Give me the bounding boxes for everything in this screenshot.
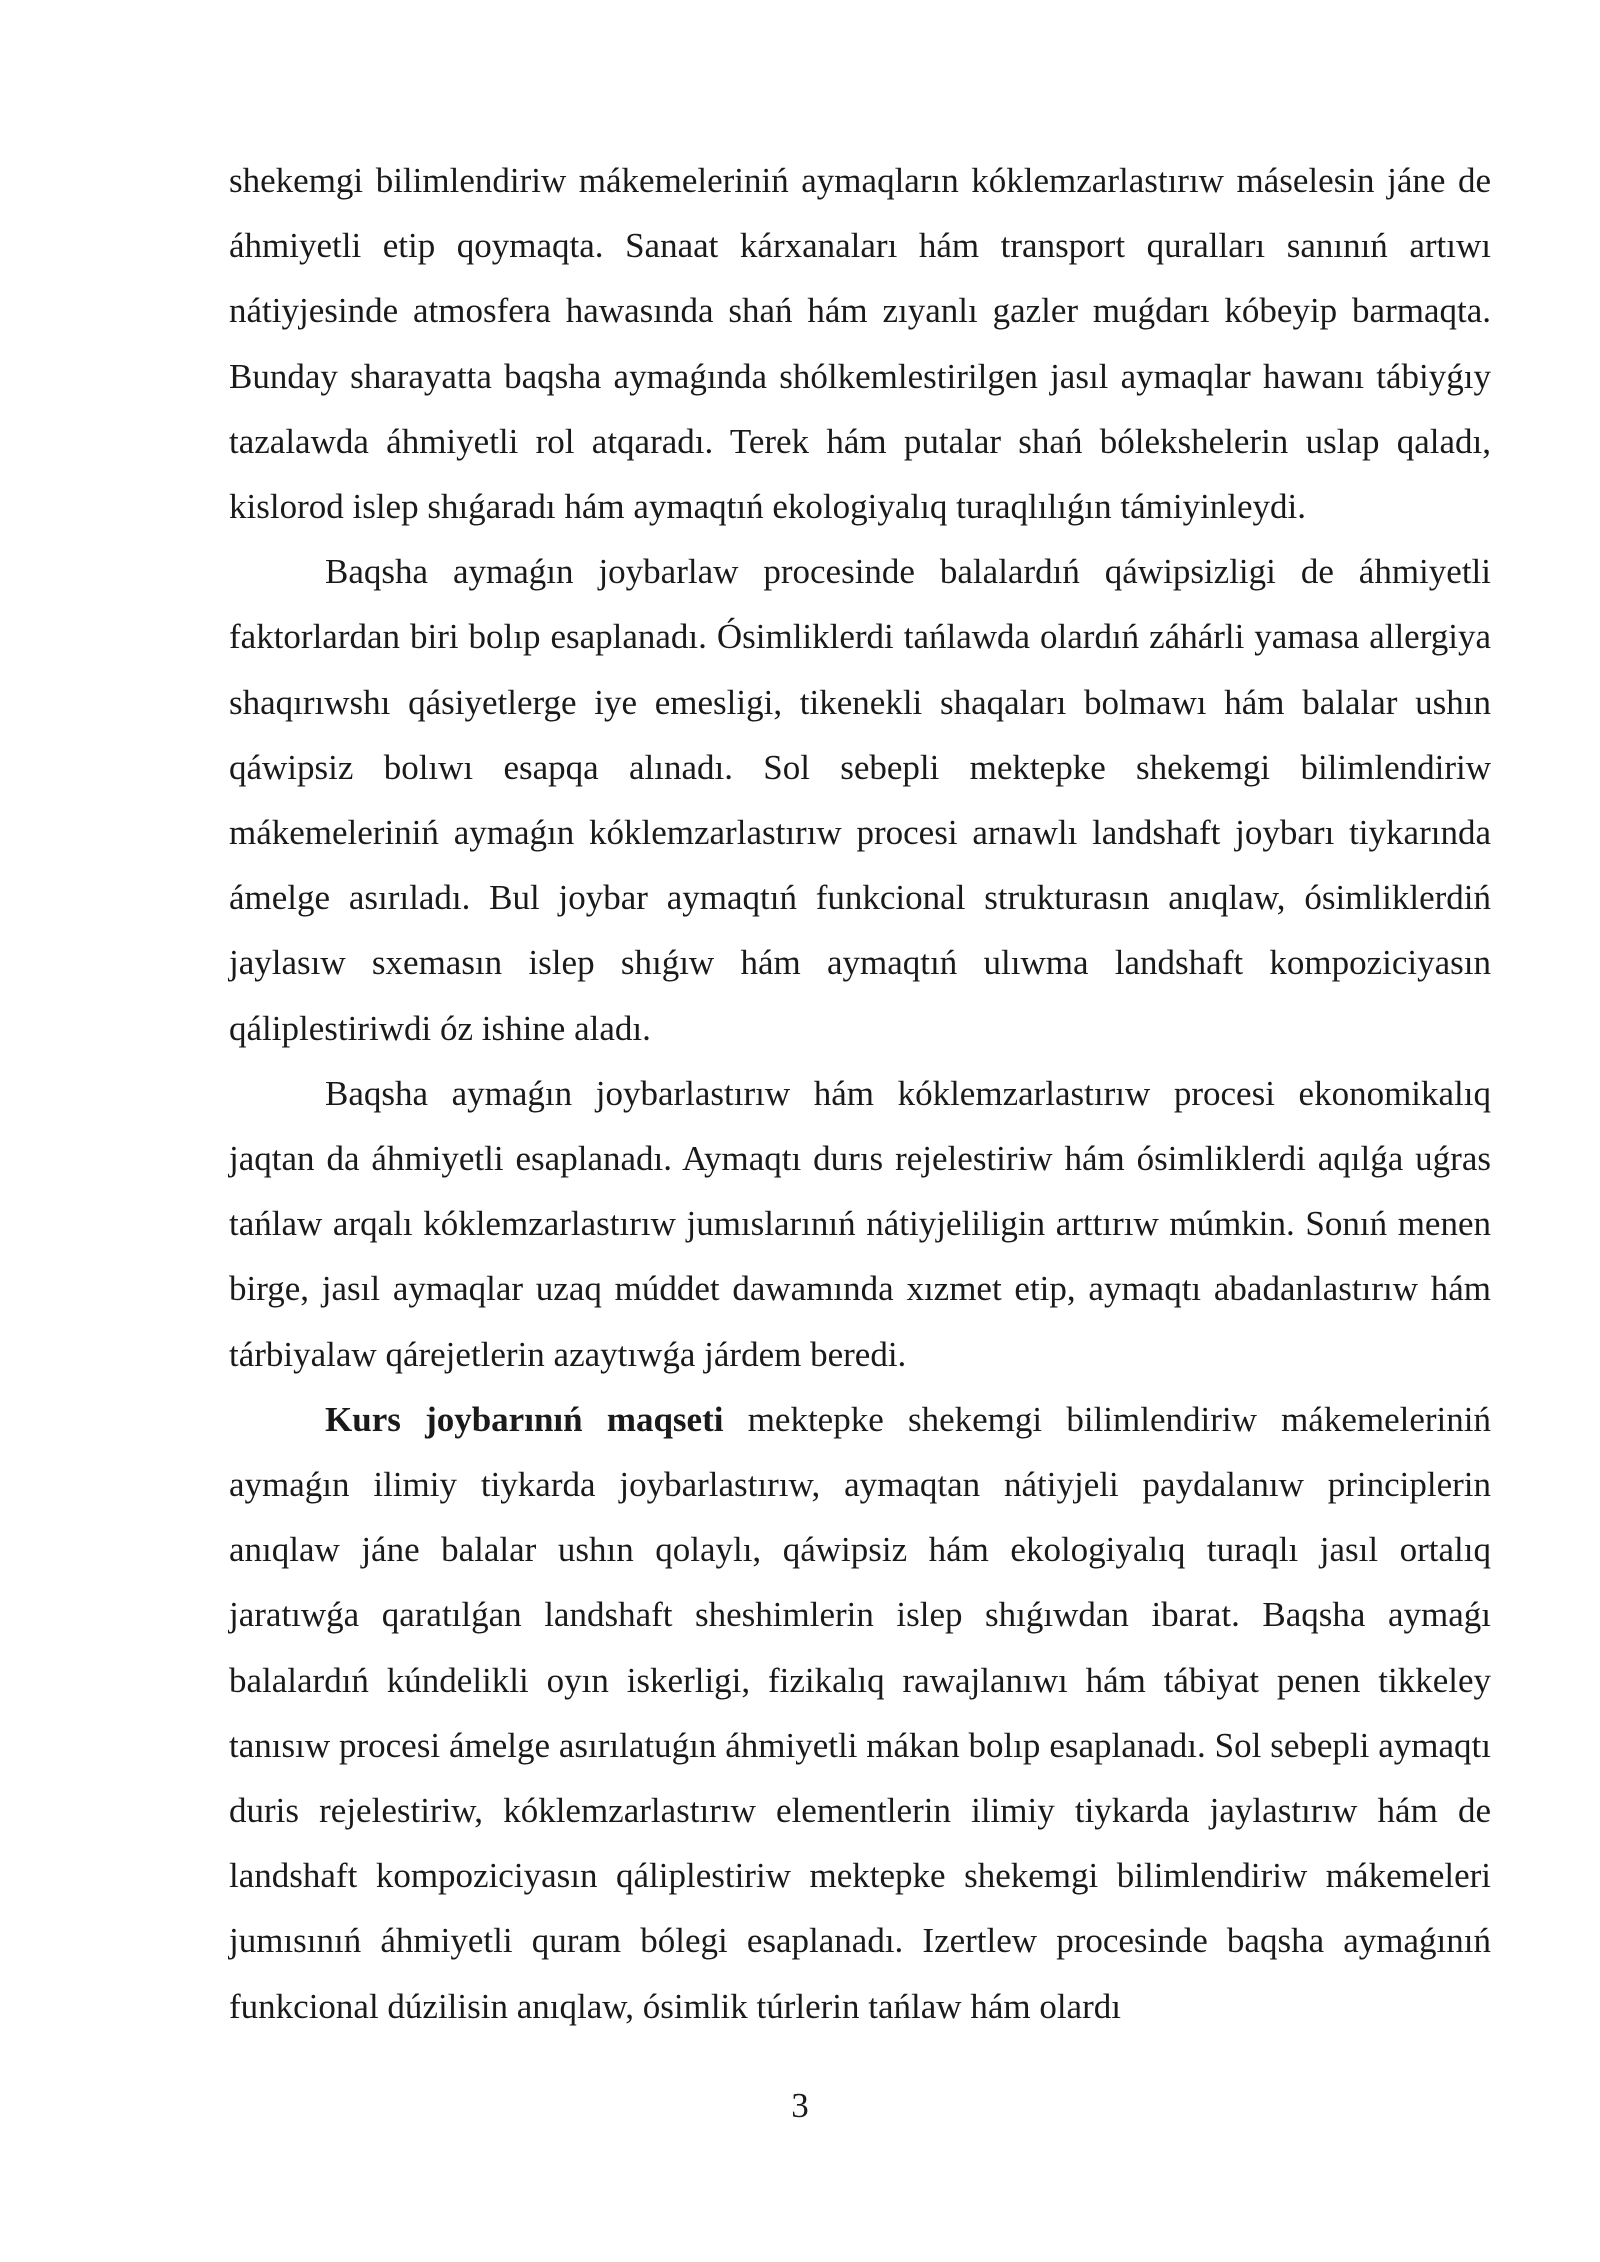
paragraph-4 (229, 1387, 1491, 2039)
paragraph-1-text: shekemgi bilimlendiriw mákemeleriniń aymaqların kóklemzarlastırıw máselesin jáne de áhmiyetli etip qoymaqta. Sanaat kárxanaları hám transport quralları sanınıń artıwı nátiyjesinde atmosfera hawasında shań hám zıyanlı gazler muǵdarı kóbeyip barmaqta. Bunday sharayatta baqsha aymaǵında shólkemlestirilgen jasıl aymaqlar hawanı tábiyǵıy tazalawda áhmiyetli rol atqaradı. Terek hám putalar shań bólekshelerin uslap qaladı, kislorod islep shıǵaradı hám aymaqtıń ekologiyalıq turaqlılıǵın támiyinleydi. (229, 161, 1491, 527)
paragraph-4-bold-lead: Kurs joybarınıń maqseti (325, 1399, 724, 1439)
paragraph-4-text: mektepke shekemgi bilimlendiriw mákemeleriniń aymaǵın ilimiy tiykarda joybarlastırıw, aymaqtan nátiyjeli paydalanıw principlerin anıqlaw jáne balalar ushın qolaylı, qáwipsiz hám ekologiyalıq turaqlı jasıl ortalıq jaratıwǵa qaratılǵan landshaft sheshimlerin islep shıǵıwdan ibarat. Baqsha aymaǵı balalardıń kúndelikli oyın iskerligi, fizikalıq rawajlanıwı hám tábiyat penen tikkeley tanısıw procesi ámelge asırılatuǵın áhmiyetli mákan bolıp esaplanadı. Sol sebepli aymaqtı duris rejelestiriw, kóklemzarlastırıw elementlerin ilimiy tiykarda jaylastırıw hám de landshaft kompoziciyasın qáliplestiriw mektepke shekemgi bilimlendiriw mákemeleri jumısınıń áhmiyetli quram bólegi esaplanadı. Izertlew procesinde baqsha aymaǵınıń funkcional dúzilisin anıqlaw, ósimlik túrlerin tańlaw hám olardı (229, 1399, 1491, 2026)
paragraph-1 (229, 148, 1491, 539)
paragraph-3-text: Baqsha aymaǵın joybarlastırıw hám kóklemzarlastırıw procesi ekonomikalıq jaqtan da áhmiyetli esaplanadı. Aymaqtı durıs rejelestiriw hám ósimliklerdi aqılǵa uǵras tańlaw arqalı kóklemzarlastırıw jumıslarınıń nátiyjeliligin arttırıw múmkin. Sonıń menen birge, jasıl aymaqlar uzaq múddet dawamında xızmet etip, aymaqtı abadanlastırıw hám tárbiyalaw qárejetlerin azaytıwǵa járdem beredi. (229, 1073, 1491, 1374)
page-number: 3 (791, 2086, 809, 2125)
paragraph-2-text: Baqsha aymaǵın joybarlaw procesinde balalardıń qáwipsizligi de áhmiyetli faktorlardan biri bolıp esaplanadı. Ósimliklerdi tańlawda olardıń záhárli yamasa allergiya shaqırıwshı qásiyetlerge iye emesligi, tikenekli shaqaları bolmawı hám balalar ushın qáwipsiz bolıwı esapqa alınadı. Sol sebepli mektepke shekemgi bilimlendiriw mákemeleriniń aymaǵın kóklemzarlastırıw procesi arnawlı landshaft joybarı tiykarında ámelge asırıladı. Bul joybar aymaqtıń funkcional strukturasın anıqlaw, ósimliklerdiń jaylasıw sxemasın islep shıǵıw hám aymaqtıń ulıwma landshaft kompoziciyasın qáliplestiriwdi óz ishine aladı. (229, 552, 1491, 1048)
document-body (229, 148, 1491, 2039)
paragraph-3 (229, 1061, 1491, 1387)
paragraph-2 (229, 539, 1491, 1061)
